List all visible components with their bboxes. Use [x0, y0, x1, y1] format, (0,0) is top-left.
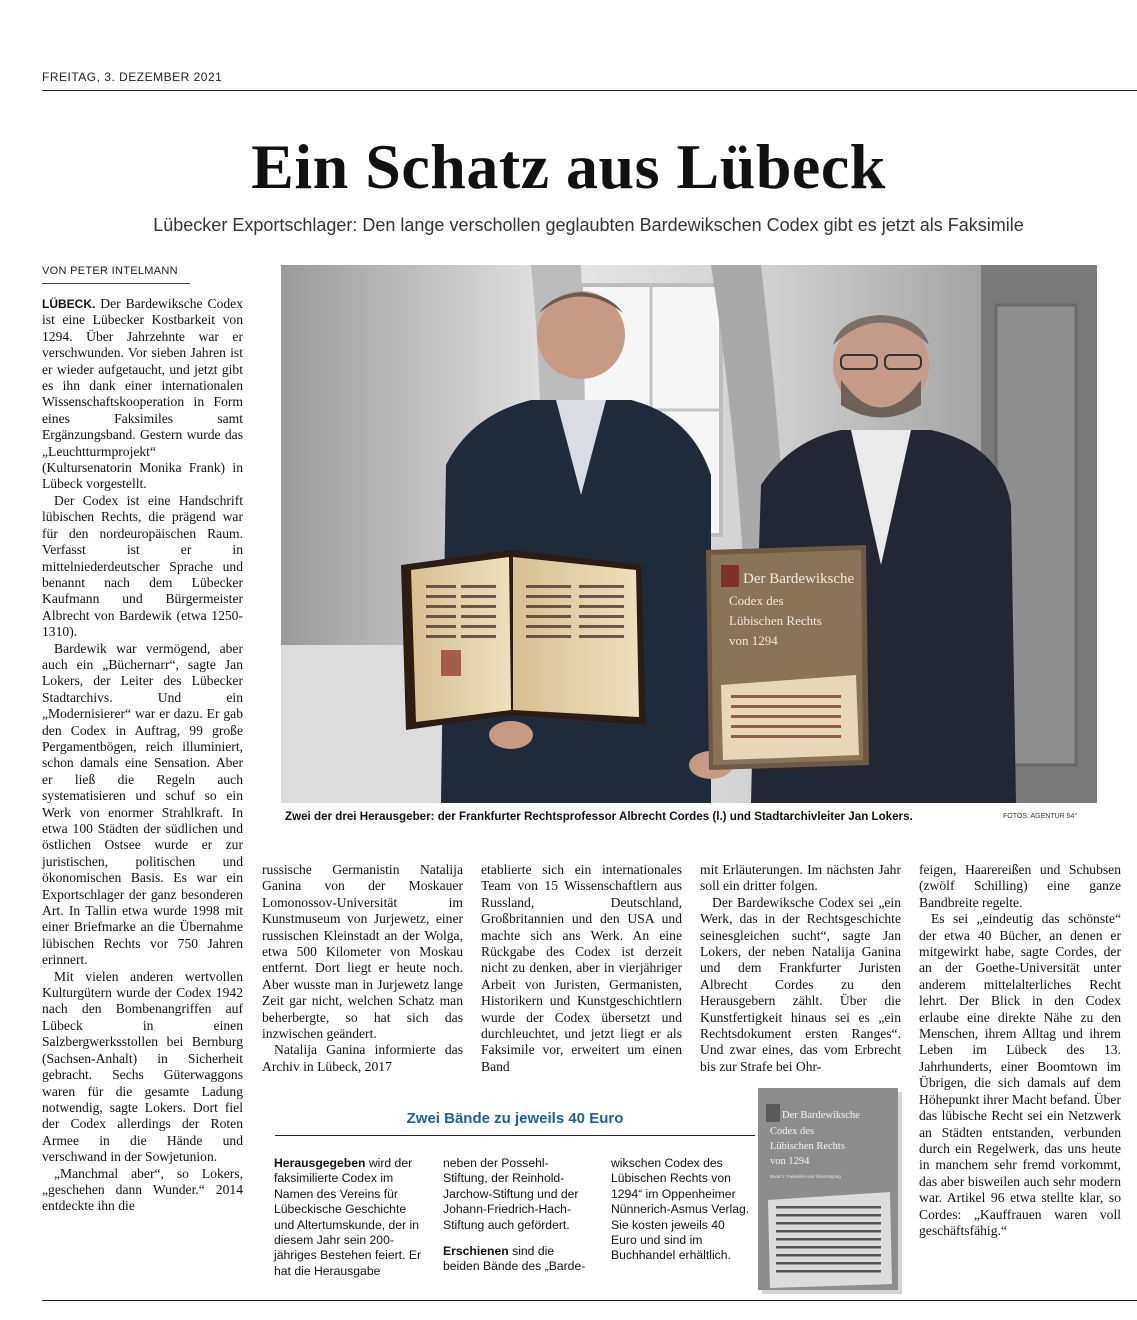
dateline: FREITAG, 3. DEZEMBER 2021 — [42, 70, 223, 84]
paragraph: feigen, Haarereißen und Schubsen (zwölf Schilling) eine ganze Bandbreite regelte. — [919, 862, 1121, 910]
book-cover-line3: Lübischen Rechts — [770, 1141, 845, 1152]
article-column-4 — [700, 862, 901, 1075]
photo-credit: FOTOS: AGENTUR 54° — [1003, 813, 1078, 820]
infobox-lead: Herausgegeben — [274, 1156, 366, 1170]
book-cover-line2: Codex des — [770, 1126, 815, 1137]
article-column-2 — [262, 862, 463, 1075]
dateline-place: LÜBECK. — [42, 297, 96, 311]
article-column-1 — [42, 296, 243, 1288]
book-title-photo-2: Codex des — [729, 593, 784, 608]
photo-illustration — [281, 265, 1097, 803]
article-column-3 — [481, 862, 682, 1075]
book-title-photo: Der Bardewiksche — [743, 571, 855, 587]
book-cover-line4: von 1294 — [770, 1156, 810, 1167]
book-title-photo-3: Lübischen Rechts — [729, 613, 822, 628]
infobox-column-1 — [274, 1156, 429, 1279]
paragraph: „Manchmal aber“, so Lokers, „geschehen dann Wunder.“ 2014 entdeckte ihn die — [42, 1165, 243, 1214]
paragraph: Mit vielen anderen wertvollen Kulturgütern wurde der Codex 1942 nach den Bombenangriffen auf Lübeck in einen Salzbergwerksstollen bei Bernburg (Sachsen-Anhalt) in Sicherheit gebracht. Sechs Güterwaggons waren für die gesamte Ladung notwendig, sagte Lokers. Dort fiel der Codex allerdings der Roten Armee in die Hände und verschwand in der Sowjetunion. — [42, 968, 243, 1165]
infobox-rule — [275, 1135, 755, 1136]
paragraph: Der Bardewiksche Codex ist eine Lübecker Kostbarkeit von 1294. Über Jahrzehnte war er verschwunden. Vor sieben Jahren ist er wieder aufgetaucht, und jetzt gibt es ihn dank einer internationalen Wissenschaftskooperation in Form eines Faksimiles samt Ergänzungsband. Gestern wurde das „Leuchtturmprojekt“ (Kultursenatorin Monika Frank) in Lübeck vorgestellt. — [42, 296, 243, 492]
infobox-column-3 — [611, 1156, 753, 1264]
infobox-column-2 — [443, 1156, 593, 1275]
byline-rule — [42, 283, 190, 284]
headline: Ein Schatz aus Lübeck — [251, 131, 886, 202]
article-photo — [281, 265, 1097, 803]
infobox-lead: Erschienen — [443, 1244, 509, 1259]
bottom-rule — [42, 1300, 1137, 1301]
book-cover-subline: Band 1: Faksimile und Übertragung — [770, 1174, 841, 1179]
photo-caption: Zwei der drei Herausgeber: der Frankfurter Rechtsprofessor Albrecht Cordes (l.) und Stadtarchivleiter Jan Lokers. — [285, 810, 913, 823]
book-cover-image — [758, 1088, 905, 1296]
infobox-text: wikschen Codex des Lübischen Rechts von 1294“ im Oppenheimer Nünnerich-Asmus Verlag. Sie kosten jeweils 40 Euro und sind im Buchhandel erhältlich. — [611, 1156, 750, 1263]
paragraph: etablierte sich ein internationales Team von 15 Wissenschaftlern aus Russland, Deutschland, Großbritannien und den USA und machte sich ans Werk. An eine Rückgabe des Codex ist derzeit nicht zu denken, aber in vierjähriger Arbeit von Juristen, Germanisten, Historikern und Kunstgeschichtlern wurde der Codex übersetzt und durchleuchtet, und jetzt liegt er als Faksimile vor, erweitert um einen Band — [481, 862, 682, 1074]
paragraph: Der Codex ist eine Handschrift lübischen Rechts, die prägend war für den nordeuropäischen Raum. Verfasst ist er in mittelniederdeutscher Sprache und benannt nach dem Lübecker Kaufmann und Bürgermeister Albrecht von Bardewik (etwa 1250-1310). — [42, 492, 243, 640]
infobox-title: Zwei Bände zu jeweils 40 Euro — [406, 1110, 624, 1127]
paragraph: Bardewik war vermögend, aber auch ein „Büchernarr“, sagte Jan Lokers, der Leiter des Lübecker Stadtarchivs. Und ein „Modernisierer“ war er dazu. Er gab den Codex in Auftrag, 99 große Pergamentbögen, reich illuminiert, schon damals eine Sensation. Aber er ließ die Regeln auch systematisieren und schuf so ein Werk von enormer Strahlkraft. In etwa 100 Städten der südlichen und östlichen Ostsee wurde er zur juristischen, politischen und ökonomischen Basis. Es war ein Exportschlager der ganz besonderen Art. In Tallin etwa wurde 1998 mit einer Briefmarke an die Übernahme lübischen Rechts vor 750 Jahren erinnert. — [42, 640, 243, 968]
paragraph: mit Erläuterungen. Im nächsten Jahr soll ein dritter folgen. — [700, 862, 901, 894]
paragraph: Der Bardewiksche Codex sei „ein Werk, das in der Rechtsgeschichte seinesgleichen sucht“, sagte Jan Lokers, der neben Natalija Ganina und dem Frankfurter Juristen Albrecht Cordes zu den Herausgebern zählt. Über die Kunstfertigkeit hinaus sei es „ein Rechtsdokument ersten Ranges“. Und zwar eines, das vom Erbrecht bis zur Strafe bei Ohr- — [700, 894, 901, 1074]
article-column-5 — [919, 862, 1121, 1239]
paragraph: Natalija Ganina informierte das Archiv in Lübeck, 2017 — [262, 1042, 463, 1074]
top-rule — [42, 90, 1137, 91]
book-cover-line1: Der Bardewiksche — [782, 1110, 860, 1121]
infobox-text: neben der Possehl-Stiftung, der Reinhold-Jarchow-Stiftung und der Johann-Friedrich-Hach-Stiftung auch gefördert. — [443, 1156, 579, 1232]
book-title-photo-4: von 1294 — [729, 633, 778, 648]
paragraph: Es sei „eindeutig das schönste“ der etwa 40 Bücher, an denen er mitgewirkt habe, sagte Cordes, der an der Goethe-Universität unter anderem mittelalterliches Recht lehrt. Der Blick in den Codex erlaube eine direkte Nähe zu den Menschen, ihrem Alltag und ihrem Leben im Lübeck des 13. Jahrhunderts, einer Boomtown im Übrigen, die sich damals auf dem Höhepunkt ihrer Macht befand. Über das lübische Recht sei ein Netzwerk an Städten entstanden, verbunden durch ein Regelwerk, das uns heute in manchem sehr fremd vorkommt, das aber bisweilen auch sehr modern war. Artikel 96 etwa stellte klar, so Cordes: „Kauffrauen waren voll geschäftsfähig.“ — [919, 911, 1121, 1238]
byline: VON PETER INTELMANN — [42, 265, 178, 277]
infobox-text: wird der faksimilierte Codex im Namen des Vereins für Lübeckische Geschichte und Altertumskunde, der in diesem Jahr sein 200-jähriges Bestehen feiert. Er hat die Herausgabe — [274, 1156, 422, 1278]
paragraph: russische Germanistin Natalija Ganina von der Moskauer Lomonossov-Universität im Kunstmuseum von Jurjewetz, einer russischen Kleinstadt an der Wolga, etwa 500 Kilometer von Moskau entfernt. Dort liegt er heute noch. Aber wusste man in Jurjewetz lange Zeit gar nicht, welchen Schatz man beherbergte, so hat sich das inzwischen geändert. — [262, 862, 463, 1042]
subtitle: Lübecker Exportschlager: Den lange verschollen geglaubten Bardewikschen Codex gibt es jetzt als Faksimile — [153, 215, 1024, 235]
infobox-text: sind die beiden Bände des „Barde- — [443, 1244, 586, 1274]
